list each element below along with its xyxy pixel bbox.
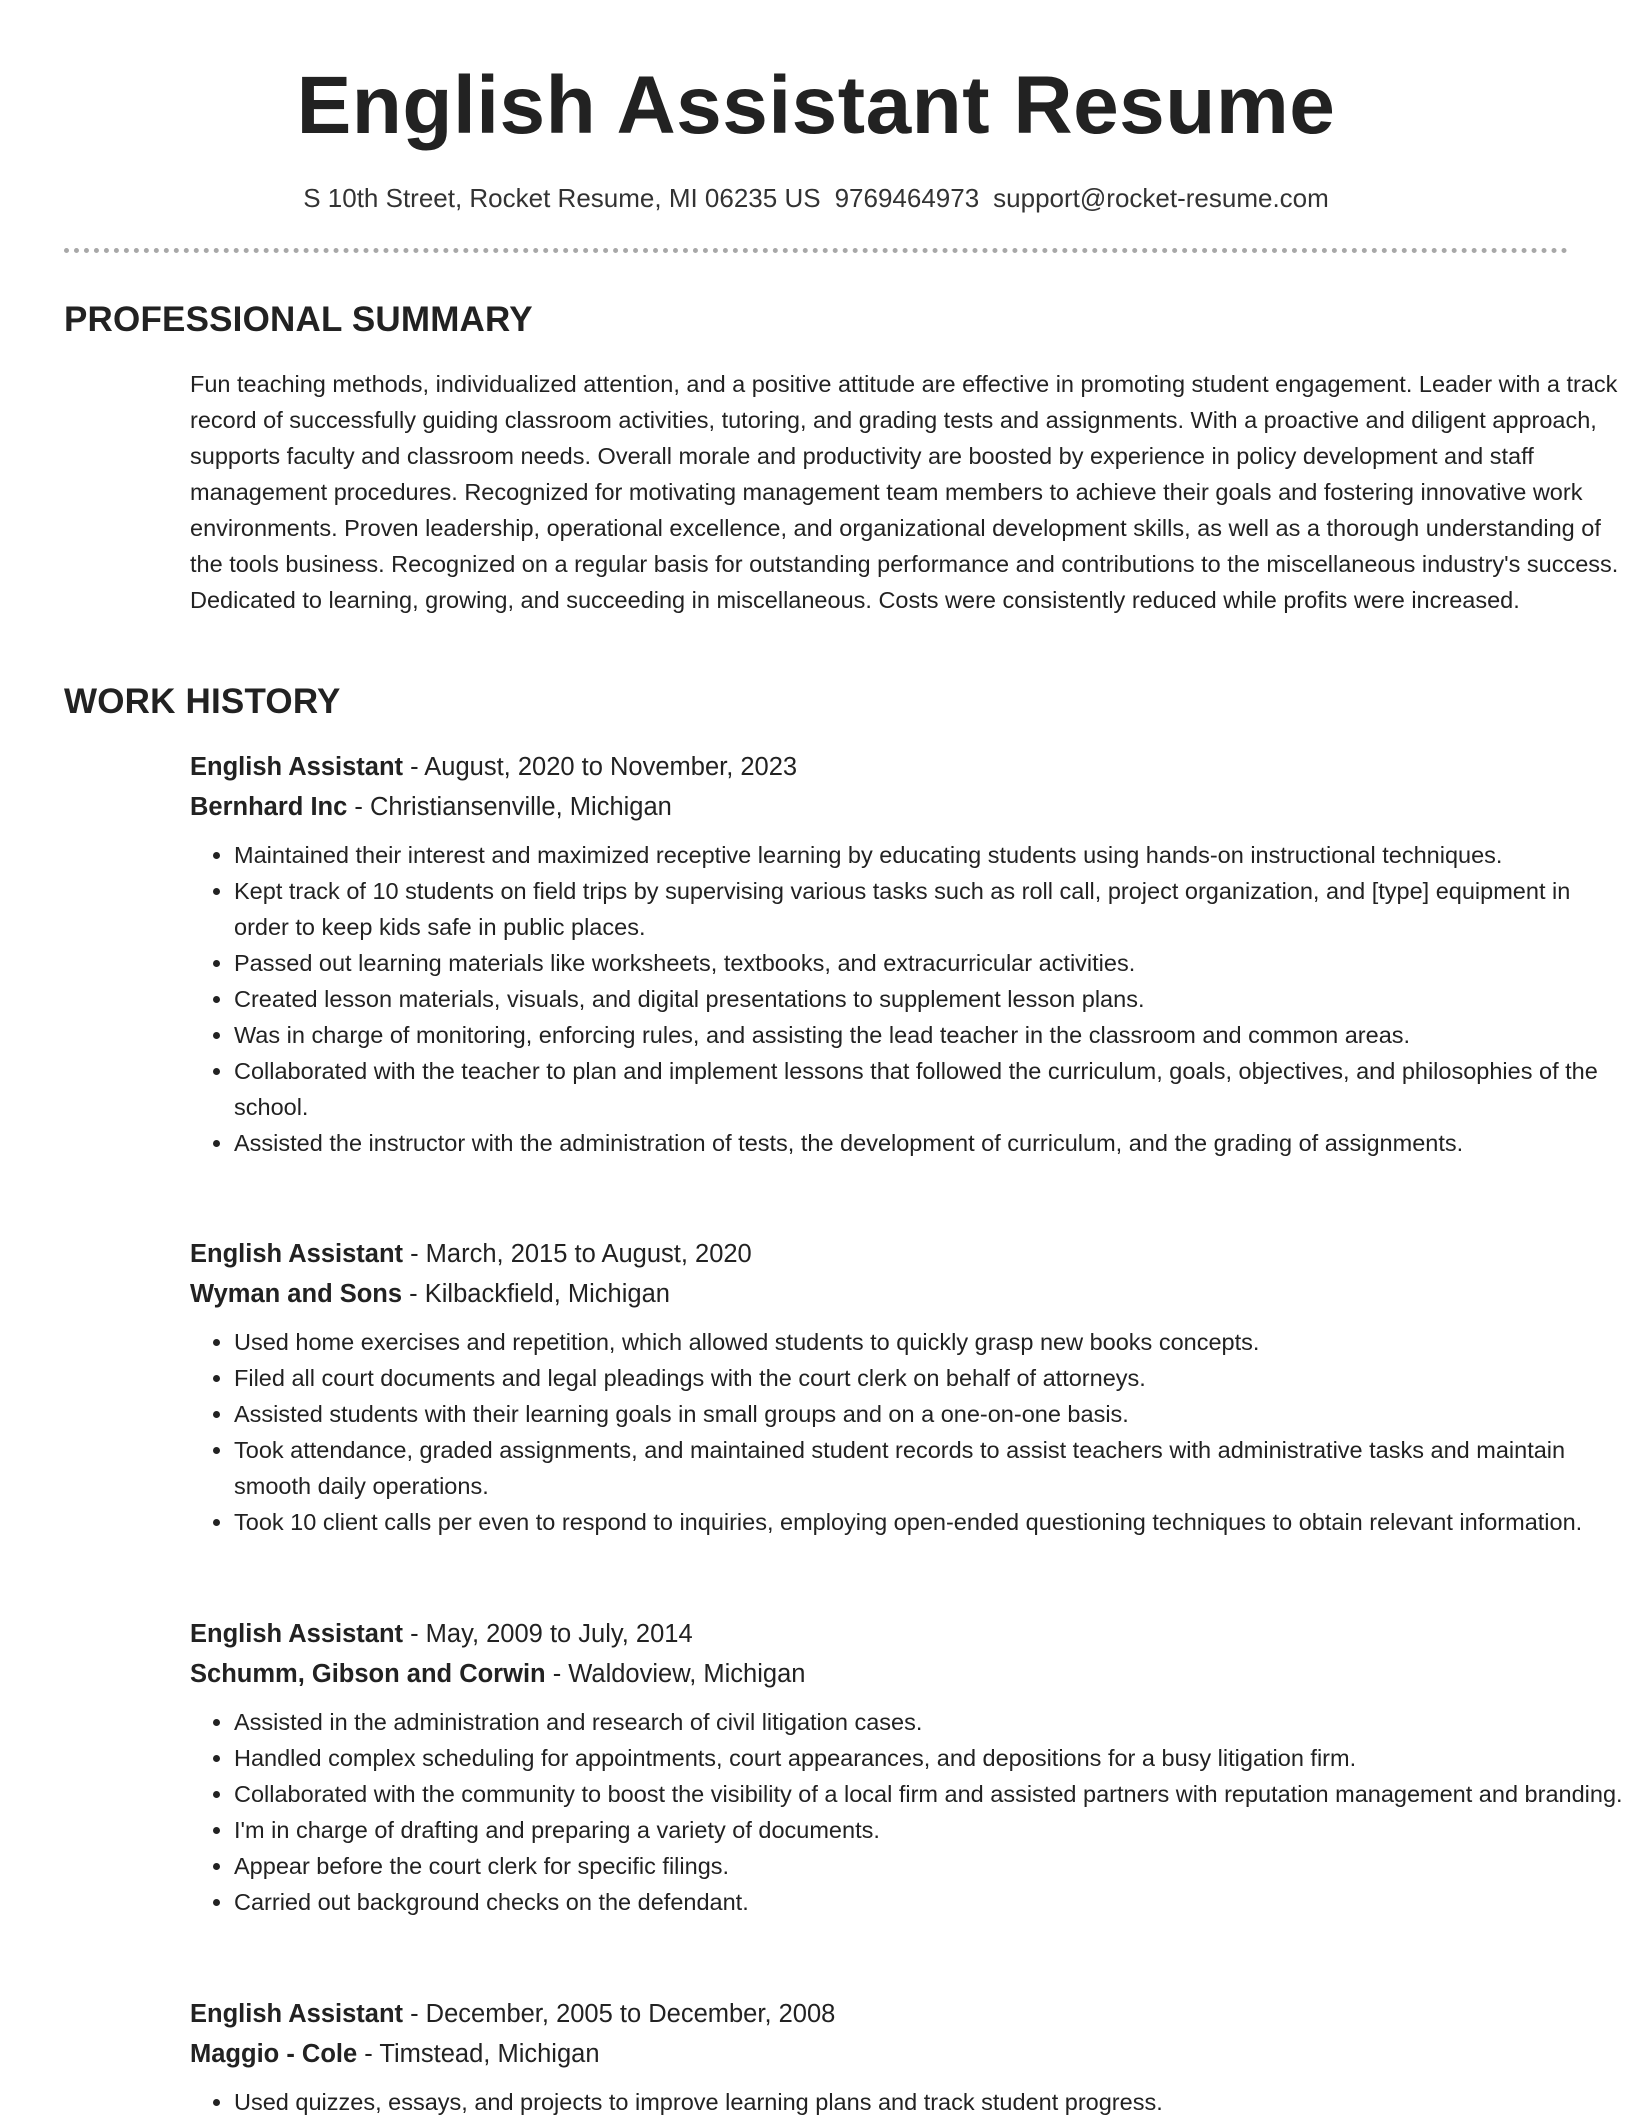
job-location: - Timstead, Michigan (357, 2040, 600, 2068)
job-company: Maggio - Cole (190, 2040, 358, 2068)
list-item: • Appear before the court clerk for specific filings. (234, 1848, 1630, 1884)
contact-line (64, 180, 1568, 216)
summary-heading: PROFESSIONAL SUMMARY (64, 300, 533, 339)
list-item: • Passed out learning materials like worksheets, textbooks, and extracurricular activities. (234, 945, 1630, 981)
job-entry (190, 1994, 1630, 2120)
job-location: - Christiansenville, Michigan (347, 793, 672, 821)
list-item: • Handled complex scheduling for appointments, court appearances, and depositions for a busy litigation firm. (234, 1740, 1630, 1776)
list-item: • Filed all court documents and legal pleadings with the court clerk on behalf of attorneys. (234, 1360, 1630, 1396)
job-company-line (190, 1654, 1630, 1694)
job-location: - Waldoview, Michigan (545, 1660, 806, 1688)
job-location: - Kilbackfield, Michigan (402, 1280, 670, 1308)
job-bullets (190, 2084, 1630, 2120)
list-item: • Kept track of 10 students on field trips by supervising various tasks such as roll call, project organization, and [type] equipment in order to keep kids safe in public places. (234, 873, 1630, 945)
resume-page (64, 0, 1623, 2115)
job-company-line (190, 1274, 1630, 1314)
job-title: English Assistant (190, 753, 404, 781)
job-bullets (190, 1324, 1630, 1540)
list-item: • Used home exercises and repetition, which allowed students to quickly grasp new books concepts. (234, 1324, 1630, 1360)
list-item: • Assisted students with their learning goals in small groups and on a one-on-one basis. (234, 1396, 1630, 1432)
job-company-line (190, 787, 1630, 827)
list-item: • Maintained their interest and maximized receptive learning by educating students using hands-on instructional techniques. (234, 837, 1630, 873)
job-company-line (190, 2034, 1630, 2074)
job-title-line (190, 1614, 1630, 1654)
job-company: Bernhard Inc (190, 793, 348, 821)
list-item: • Took attendance, graded assignments, and maintained student records to assist teachers with administrative tasks and maintain smooth daily operations. (234, 1432, 1630, 1504)
job-dates: - December, 2005 to December, 2008 (403, 2000, 836, 2028)
job-entry (190, 1614, 1630, 1920)
list-item: • Collaborated with the community to boost the visibility of a local firm and assisted partners with reputation management and branding. (234, 1776, 1630, 1812)
contact-email: support@rocket-resume.com (993, 183, 1329, 213)
job-title-line (190, 747, 1630, 787)
job-dates: - August, 2020 to November, 2023 (403, 753, 798, 781)
list-item: • Was in charge of monitoring, enforcing rules, and assisting the lead teacher in the classroom and common areas. (234, 1017, 1630, 1053)
job-bullets (190, 1704, 1630, 1920)
summary-text: Fun teaching methods, individualized attention, and a positive attitude are effective in promoting student engagement. Leader with a track record of successfully guiding classroom activities, tutoring, and grading tests and assignments. With a proactive and diligent approach, supports faculty and classroom needs. Overall morale and productivity are boosted by experience in policy development and staff management procedures. Recognized for motivating management team members to achieve their goals and fostering innovative work environments. Proven leadership, operational excellence, and organizational development skills, as well as a thorough understanding of the tools business. Recognized on a regular basis for outstanding performance and contributions to the miscellaneous industry's success. Dedicated to learning, growing, and succeeding in miscellaneous. Costs were consistently reduced while profits were increased. (190, 371, 1619, 613)
work-history-heading: WORK HISTORY (64, 682, 341, 721)
list-item: • Carried out background checks on the defendant. (234, 1884, 1630, 1920)
job-company: Wyman and Sons (190, 1280, 403, 1308)
contact-phone: 9769464973 (834, 183, 980, 213)
resume-title: English Assistant Resume (296, 60, 1336, 151)
list-item: • Assisted in the administration and research of civil litigation cases. (234, 1704, 1630, 1740)
job-dates: - May, 2009 to July, 2014 (403, 1620, 693, 1648)
job-title: English Assistant (190, 1620, 404, 1648)
list-item: • Collaborated with the teacher to plan and implement lessons that followed the curriculum, goals, objectives, and philosophies of the school. (234, 1053, 1630, 1125)
contact-address: S 10th Street, Rocket Resume, MI 06235 US (303, 183, 821, 213)
list-item: • Took 10 client calls per even to respond to inquiries, employing open-ended questioning techniques to obtain relevant information. (234, 1504, 1630, 1540)
job-title: English Assistant (190, 2000, 404, 2028)
job-company: Schumm, Gibson and Corwin (190, 1660, 546, 1688)
job-dates: - March, 2015 to August, 2020 (403, 1240, 752, 1268)
list-item: • I'm in charge of drafting and preparing a variety of documents. (234, 1812, 1630, 1848)
job-bullets (190, 837, 1630, 1161)
job-entry (190, 1234, 1630, 1540)
job-title-line (190, 1994, 1630, 2034)
list-item: • Used quizzes, essays, and projects to improve learning plans and track student progress. (234, 2084, 1630, 2120)
list-item: • Created lesson materials, visuals, and digital presentations to supplement lesson plans. (234, 981, 1630, 1017)
job-title: English Assistant (190, 1240, 404, 1268)
header-divider (64, 248, 1568, 253)
job-entry (190, 747, 1630, 1161)
list-item: • Assisted the instructor with the administration of tests, the development of curriculum, and the grading of assignments. (234, 1125, 1630, 1161)
job-title-line (190, 1234, 1630, 1274)
